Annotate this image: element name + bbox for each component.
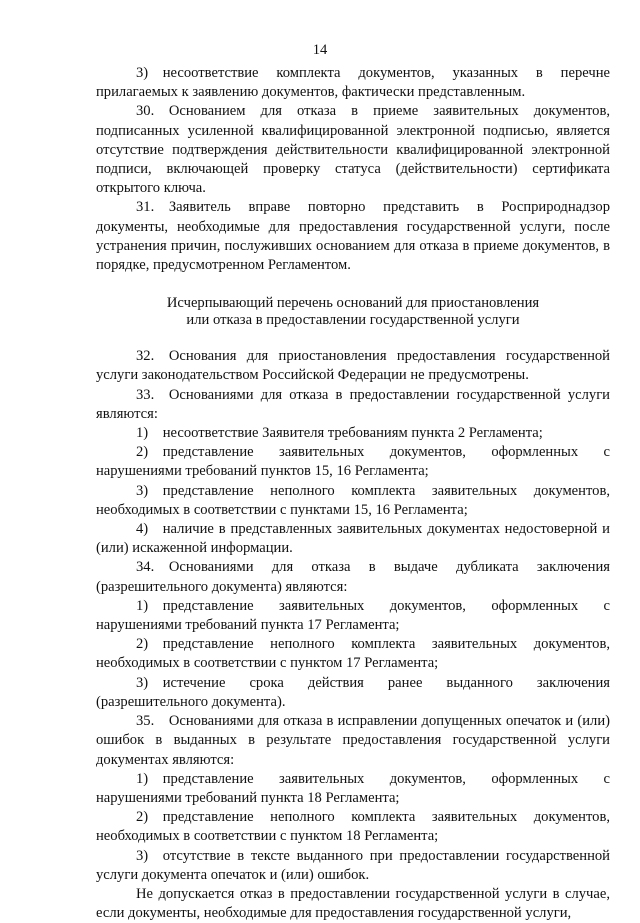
paragraph-34-item-1: 1) представление заявительных документов, оформленных с нарушениями требований пункта 17 Регламента; [96, 597, 610, 634]
document-body [96, 64, 610, 923]
paragraph-item-3: 3) несоответствие комплекта документов, указанных в перечне прилагаемых к заявлению документов, фактически представленным. [96, 65, 610, 101]
section-heading-line-2: или отказа в предоставлении государственной услуги [186, 312, 520, 329]
paragraph-34-item-2: 2) представление неполного комплекта заявительных документов, необходимых в соответствии с пунктом 17 Регламента; [96, 636, 610, 672]
paragraph-35-item-3: 3) отсутствие в тексте выданного при предоставлении государственной услуги документа опечаток и (или) ошибок. [96, 847, 610, 883]
paragraph-no-refusal: Не допускается отказ в предоставлении государственной услуги в случае, если документы, необходимые для предоставления государственной услуги, [96, 885, 610, 922]
paragraph-31: 31. Заявитель вправе повторно представить в Росприроднадзор документы, необходимые для предоставления государственной услуги, после устранения причин, послуживших основанием для отказа в приеме документов, в порядке, предусмотренном Регламентом. [96, 199, 610, 274]
section-heading [96, 295, 610, 329]
paragraph-34: 34. Основаниями для отказа в выдаче дубликата заключения (разрешительного документа) являются: [96, 559, 610, 595]
paragraph-32: 32. Основания для приостановления предоставления государственной услуги законодательством Российской Федерации не предусмотрены. [96, 348, 610, 384]
paragraph-33-item-4: 4) наличие в представленных заявительных документах недостоверной и (или) искаженной информации. [96, 521, 610, 557]
paragraph-33-item-3: 3) представление неполного комплекта заявительных документов, необходимых в соответствии с пунктами 15, 16 Регламента; [96, 482, 610, 518]
paragraph-34-item-3: 3) истечение срока действия ранее выданного заключения (разрешительного документа). [96, 674, 610, 710]
paragraph-33-item-1: 1) несоответствие Заявителя требованиям пункта 2 Регламента; [136, 425, 543, 442]
page-number: 14 [312, 42, 328, 58]
paragraph-33: 33. Основаниями для отказа в предоставлении государственной услуги являются: [96, 386, 610, 422]
paragraph-35-item-2: 2) представление неполного комплекта заявительных документов, необходимых в соответствии с пунктом 18 Регламента; [96, 809, 610, 845]
paragraph-35-item-1: 1) представление заявительных документов, оформленных с нарушениями требований пункта 18 Регламента; [96, 770, 610, 806]
section-heading-line-1: Исчерпывающий перечень оснований для приостановления [166, 295, 540, 312]
paragraph-30: 30. Основанием для отказа в приеме заявительных документов, подписанных усиленной квалифицированной электронной подписью, является отсутствие подтверждения действительности квалифицированной электронной подписи, включающей проверку статуса (действительности) сертификата открытого ключа. [96, 103, 610, 197]
paragraph-33-item-2: 2) представление заявительных документов, оформленных с нарушениями требований пунктов 15, 16 Регламента; [96, 444, 610, 480]
paragraph-35: 35. Основаниями для отказа в исправлении допущенных опечаток и (или) ошибок в выданных в результате предоставления государственной услуги документах являются: [96, 713, 610, 768]
